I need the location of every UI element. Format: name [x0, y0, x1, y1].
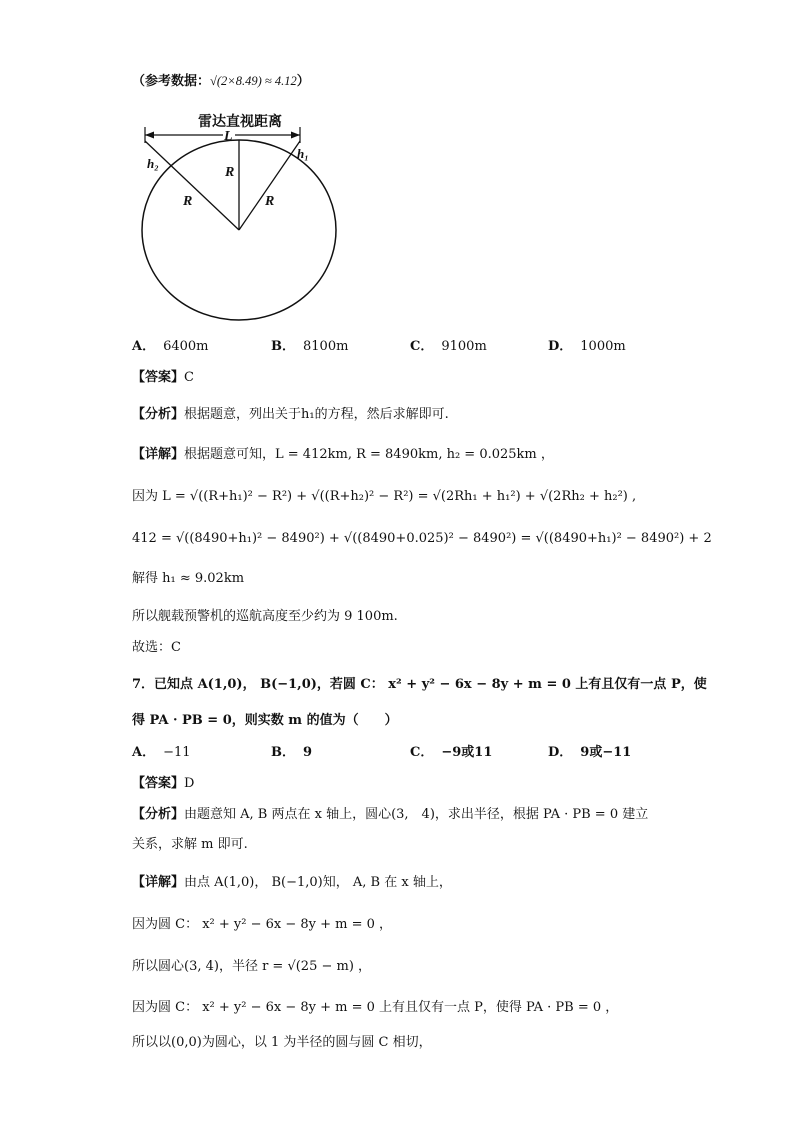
- q7-option-b: B． 9: [271, 745, 313, 760]
- q7-detail-4: 因为圆 C： x² + y² − 6x − 8y + m = 0 上有且仅有一点 P，使得 PA · PB = 0 ，: [132, 1000, 619, 1015]
- sight-line-right: [239, 141, 300, 230]
- label-R-center: R: [225, 165, 235, 180]
- q7-analysis-1: 【分析】由题意知 A, B 两点在 x 轴上，圆心(3, 4)，求出半径，根据 PA · PB = 0 建立: [132, 807, 649, 822]
- q7-analysis-2: 关系，求解 m 即可.: [132, 837, 248, 852]
- q7-detail-1: 【详解】由点 A(1,0)， B(−1,0)知， A, B 在 x 轴上，: [132, 875, 452, 890]
- reference-data-label: （参考数据：: [132, 74, 211, 89]
- reference-data-close: ）: [296, 74, 310, 89]
- q7-answer: 【答案】D: [132, 776, 195, 791]
- q6-detail-1: 【详解】根据题意可知，L = 412km, R = 8490km, h₂ = 0.025km ，: [132, 447, 554, 462]
- q7-option-c: C． −9或11: [410, 745, 493, 760]
- label-L: L: [224, 129, 233, 144]
- q7-option-a: A． −11: [132, 745, 191, 760]
- reference-data: [132, 72, 310, 91]
- q7-stem-2: 得 PA · PB = 0，则实数 m 的值为（ ）: [132, 713, 398, 728]
- q7-detail-3: 所以圆心(3, 4)，半径 r = √(25 − m) ，: [132, 959, 372, 974]
- q6-detail-5: 所以舰载预警机的巡航高度至少约为 9 100m.: [132, 609, 398, 624]
- label-h2: h₂: [147, 156, 159, 171]
- q6-detail-4: 解得 h₁ ≈ 9.02km: [132, 571, 245, 586]
- sight-line-left: [145, 141, 239, 230]
- q6-detail-3: 412 = √((8490+h₁)² − 8490²) + √((8490+0.025)² − 8490²) = √((8490+h₁)² − 8490²) + 2: [132, 531, 712, 546]
- q6-option-a: A． 6400m: [132, 339, 209, 354]
- q6-analysis: 【分析】根据题意，列出关于h₁的方程，然后求解即可.: [132, 407, 449, 422]
- reference-data-formula: √(2×8.49) ≈ 4.12: [210, 74, 297, 88]
- label-R-right: R: [265, 194, 275, 209]
- label-R-left: R: [183, 194, 193, 209]
- radar-figure: [130, 108, 350, 330]
- q7-stem-1: 7．已知点 A(1,0)， B(−1,0)，若圆 C： x² + y² − 6x − 8y + m = 0 上有且仅有一点 P，使: [132, 677, 707, 692]
- q6-conclusion: 故选：C: [132, 640, 181, 655]
- q7-option-d: D． 9或−11: [548, 745, 632, 760]
- q7-detail-5: 所以以(0,0)为圆心，以 1 为半径的圆与圆 C 相切，: [132, 1035, 432, 1050]
- q6-option-c: C． 9100m: [410, 339, 487, 354]
- dimension-arrow-right: [291, 132, 300, 139]
- q7-detail-2: 因为圆 C： x² + y² − 6x − 8y + m = 0 ，: [132, 917, 393, 932]
- q6-detail-2: 因为 L = √((R+h₁)² − R²) + √((R+h₂)² − R²) = √(2Rh₁ + h₁²) + √(2Rh₂ + h₂²) ,: [132, 489, 637, 504]
- dimension-arrow-left: [145, 132, 154, 139]
- figure-title: 雷达直视距离: [198, 115, 282, 130]
- label-h1: h₁: [297, 146, 309, 161]
- q6-option-d: D． 1000m: [548, 339, 626, 354]
- q6-answer: 【答案】C: [132, 370, 194, 385]
- q6-option-b: B． 8100m: [271, 339, 349, 354]
